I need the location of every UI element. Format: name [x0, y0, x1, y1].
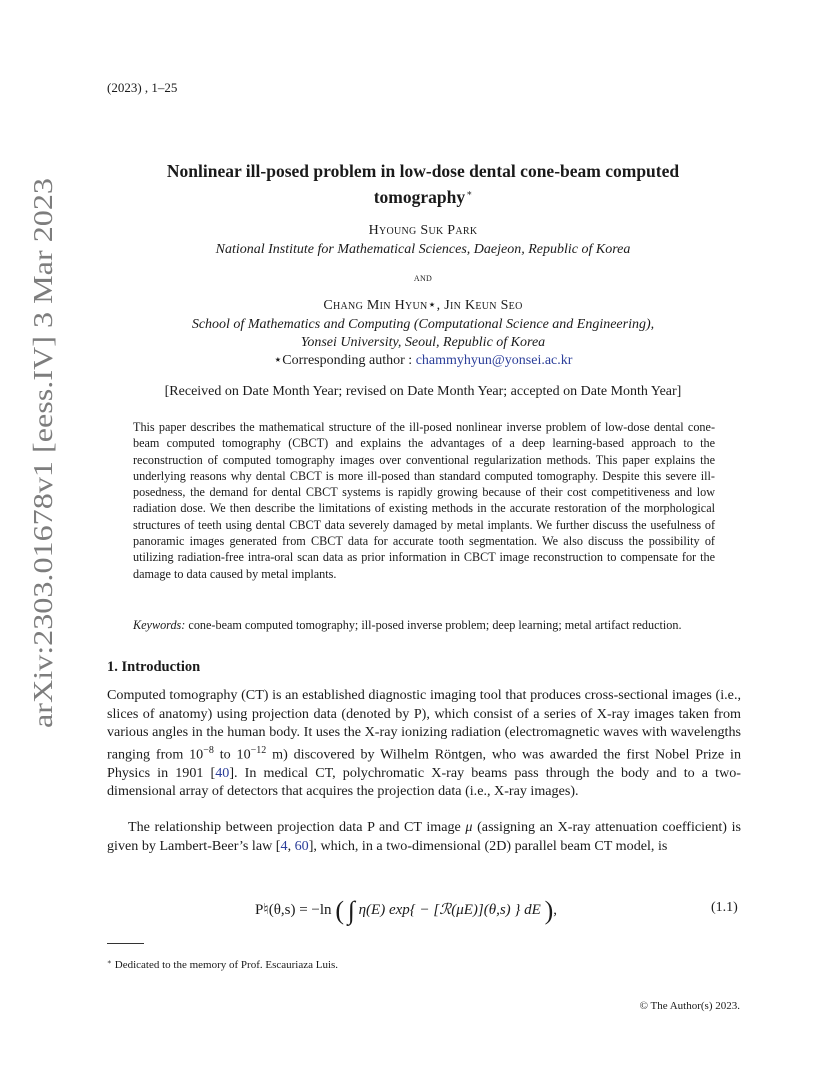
paper-title — [120, 160, 726, 208]
intro-paragraph-2 — [107, 818, 741, 855]
footnote-rule — [107, 943, 144, 944]
corresponding-label: ⋆Corresponding author : — [273, 353, 416, 368]
author-2: Chang Min Hyun⋆, Jin Keun Seo — [323, 298, 523, 313]
equation-integrand: η(E) exp{ − [ℛ(μE)](θ,s) } dE — [358, 902, 541, 918]
affiliation-1: National Institute for Mathematical Sciences, Daejeon, Republic of Korea — [215, 242, 631, 257]
citation-separator: , — [287, 837, 295, 854]
author-1: Hyoung Suk Park — [368, 223, 478, 238]
p1-text-c: m) discovered by Wilhelm Röntgen, who was awarded the first Nobel Prize in Physics in 1901 [ — [107, 746, 741, 781]
corresponding-email-link[interactable]: chammyhyun@yonsei.ac.kr — [415, 353, 573, 368]
keywords-label: Keywords: — [133, 618, 186, 632]
integral-sign: ∫ — [347, 896, 355, 925]
footnote-mark: ∗ — [107, 958, 112, 966]
p1-text-d: ]. In medical CT, polychromatic X-ray beams pass through the body and to a two-dimensional array of detectors that acquires the projection data (i.e., X-ray images). — [107, 764, 741, 800]
section-heading: 1. Introduction — [107, 659, 201, 675]
equation-number: (1.1) — [711, 900, 738, 915]
title-text: Nonlinear ill-posed problem in low-dose dental cone-beam computed tomography — [166, 161, 680, 207]
equation-1-1 — [255, 896, 557, 926]
affiliation-2-line-2: Yonsei University, Seoul, Republic of Korea — [300, 335, 546, 350]
citation-link-40[interactable]: 40 — [215, 764, 230, 781]
equation-lhs: P♮(θ,s) = −ln — [255, 902, 332, 918]
intro-paragraph-1 — [107, 686, 741, 801]
abstract: This paper describes the mathematical structure of the ill-posed nonlinear inverse problem of low-dose dental cone-beam computed tomography (CBCT) and explains the advantages of a deep learning-based approach to the reconstruction of computed tomography images over conventional regularization methods. This paper explains the underlying reasons why dental CBCT is more ill-posed than standard computed tomography. Despite this severe ill-posedness, the demand for dental CBCT systems is rapidly growing because of their cost competitiveness and low radiation dose. We then describe the limitations of existing methods in the accurate restoration of the morphological structures of teeth using dental CBCT data severely damaged by metal implants. We further discuss the usefulness of panoramic images generated from CBCT data for accurate tooth segmentation. We also discuss the possibility of utilizing radiation-free intra-oral scan data as prior information in CBCT image reconstruction to compensate for the damage to data caused by metal implants. — [133, 420, 715, 581]
keywords — [133, 617, 715, 633]
citation-link-4[interactable]: 4 — [280, 837, 288, 854]
corresponding-author — [110, 351, 736, 370]
p1-text-b: to 10 — [213, 746, 251, 763]
citation-link-60[interactable]: 60 — [294, 837, 309, 854]
p2-text-c: ], which, in a two-dimensional (2D) parallel beam CT model, is — [308, 837, 668, 854]
equation-tail: , — [553, 902, 557, 918]
footnote — [107, 958, 338, 971]
left-paren: ( — [335, 896, 344, 925]
received-dates: [Received on Date Month Year; revised on Date Month Year; accepted on Date Month Year] — [164, 384, 682, 399]
keywords-text: cone-beam computed tomography; ill-posed inverse problem; deep learning; metal artifact reduction. — [185, 618, 682, 632]
running-header: (2023) , 1–25 — [107, 80, 178, 95]
p1-exponent-2: −12 — [250, 744, 267, 756]
arxiv-stamp-text: arXiv:2303.01678v1 [eess.IV] 3 Mar 2023 — [28, 266, 58, 728]
title-footnote-mark: ∗ — [466, 188, 473, 198]
and-separator: and — [413, 270, 433, 284]
p2-text-a: The relationship between projection data P and CT image — [128, 819, 466, 835]
affiliation-2-line-1: School of Mathematics and Computing (Computational Science and Engineering), — [191, 317, 655, 332]
p1-text-a: Computed tomography (CT) is an established diagnostic imaging tool that produces cross-sectional images (i.e., slices of anatomy) using projection data (denoted by P), which consist of a series of X-ray images taken from various angles in the human body. It uses the X-ray ionizing radiation (electromagnetic waves with wavelengths ranging from 10 — [107, 687, 741, 763]
p1-exponent-1: −8 — [203, 744, 214, 756]
arxiv-stamp — [18, 168, 62, 728]
footnote-text: Dedicated to the memory of Prof. Escauriaza Luis. — [114, 959, 339, 971]
copyright-notice: © The Author(s) 2023. — [639, 1000, 740, 1012]
right-paren: ) — [544, 896, 554, 925]
mu-symbol: μ — [465, 819, 473, 835]
p2-text-b: (assigning an X-ray attenuation coefficient) is given by Lambert-Beer’s law [ — [107, 819, 742, 854]
